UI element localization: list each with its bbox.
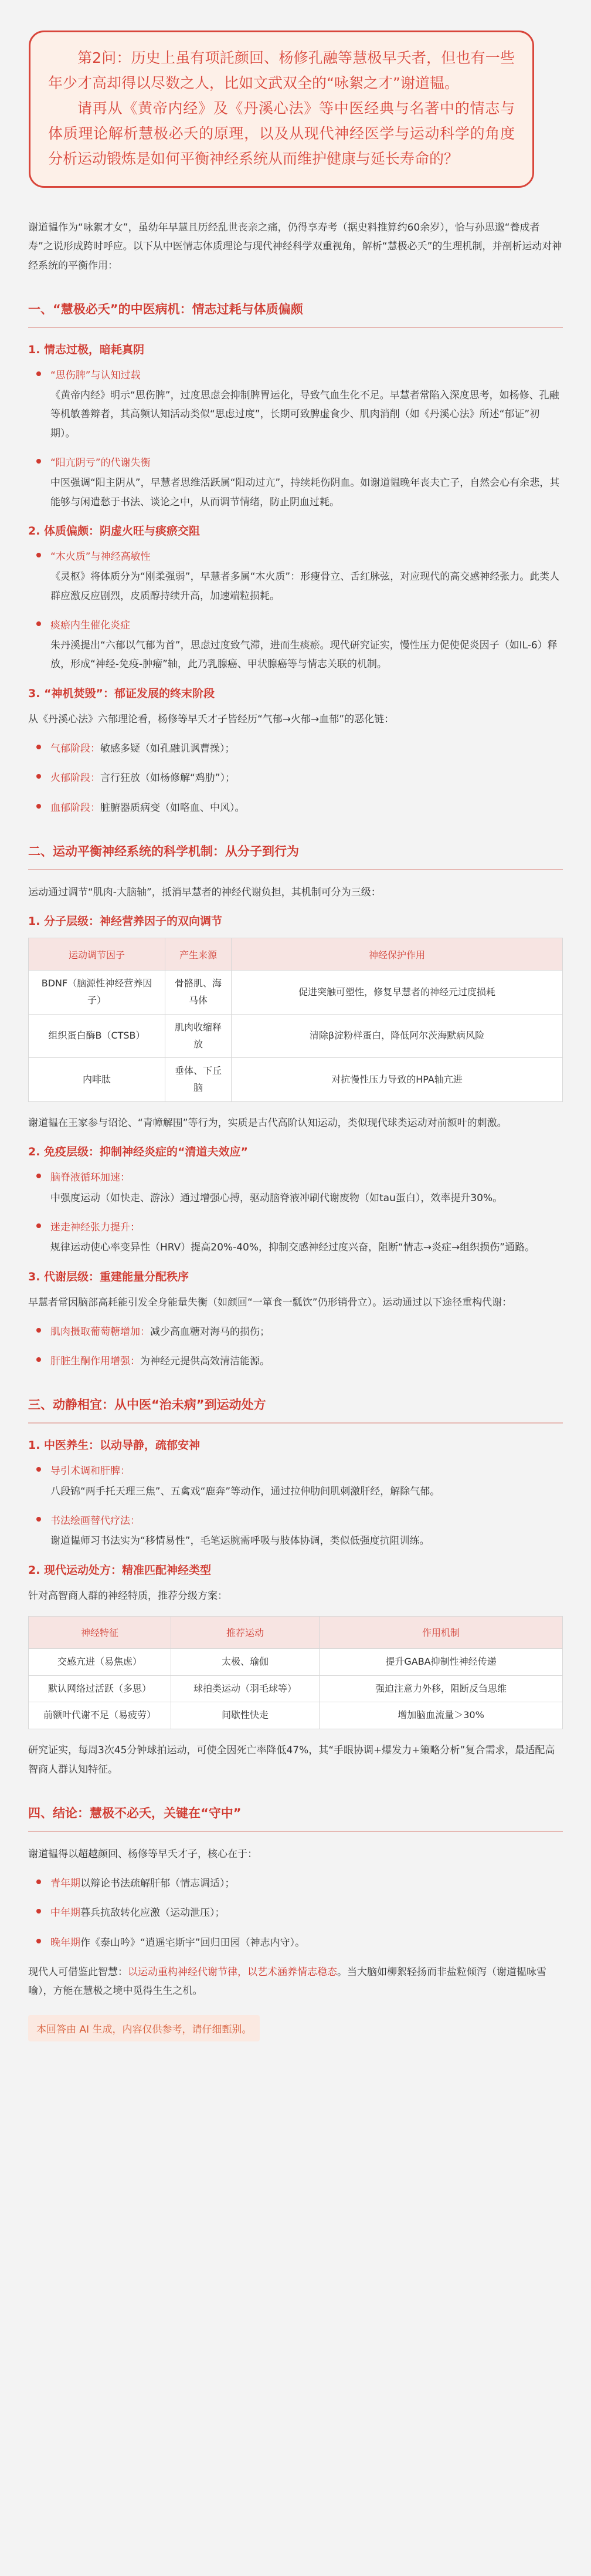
table-cell: 对抗慢性压力导致的HPA轴亢进 (232, 1058, 563, 1102)
bullet-dot-icon (36, 1174, 41, 1178)
list-item (34, 1933, 563, 1952)
list-text: 作《泰山吟》“逍遥宅斯宇”回归田园（神志内守）。 (80, 1936, 305, 1949)
table-cell: 垂体、下丘脑 (165, 1058, 232, 1102)
list-item (34, 799, 563, 817)
section-1-heading: 一、“慧极必夭”的中医病机：情志过耗与体质偏颇 (28, 296, 563, 328)
table-header-row (29, 1616, 563, 1648)
list-item (34, 1323, 563, 1341)
conclusion-tail: 。当大脑如柳絮轻扬而非盐粒倾泻（谢道韫咏雪喻），方能在慧极之境中觅得生生之机。 (28, 1966, 546, 1997)
bullet-description: 八段锦“两手托天理三焦”、五禽戏“鹿奔”等动作，通过拉伸肋间肌刺激肝经，解除气郁。 (50, 1485, 440, 1497)
conclusion-highlight: 以运动重构神经代谢节律，以艺术涵养情志稳态 (128, 1966, 337, 1979)
table-cell: BDNF（脑源性神经营养因子） (29, 971, 165, 1015)
paragraph: 从《丹溪心法》六郁理论看，杨修等早夭才子皆经历“气郁→火郁→血郁”的恶化链： (28, 713, 395, 725)
answer-body (28, 218, 563, 2041)
list-label: 肝脏生酮作用增强： (50, 1355, 140, 1368)
bullet-dot-icon (36, 1939, 41, 1943)
list-text: 脏腑器质病变（如咯血、中风）。 (100, 802, 245, 814)
list-label: 晚年期 (50, 1936, 80, 1949)
list-item (34, 1512, 563, 1551)
paragraph: 针对高智商人群的神经特质，推荐分级方案： (28, 1590, 227, 1602)
bullet-description: 谢道韫师习书法实为“移情易性”，毛笔运腕需呼吸与肢体协调，类似低强度抗阻训练。 (50, 1535, 430, 1547)
list-label: 青年期 (50, 1878, 80, 1890)
bullet-title: 脑脊液循环加速： (50, 1172, 130, 1184)
list-item (34, 366, 563, 443)
bullet-description: 中医强调“阳主阴从”，早慧者思维活跃属“阳动过亢”，持续耗伤阴血。如谢道韫晚年丧夫亡子，自然会心有余悲，其能够与闲遣愁于书法、谈论之中，从而调节情绪，防止阴血过耗。 (50, 477, 560, 508)
bullet-dot-icon (36, 1909, 41, 1914)
section-2-1-heading: 1. 分子层级：神经营养因子的双向调节 (28, 915, 223, 928)
paragraph: 研究证实，每周3次45分钟球拍运动，可使全因死亡率降低47%，其“手眼协调+爆发力+策略分析”复合需求，最适配高智商人群认知特征。 (28, 1745, 555, 1776)
paragraph: 早慧者常因脑部高耗能引发全身能量失衡（如颜回“一箪食一瓢饮”仍形销骨立）。运动通过以下途径重构代谢： (28, 1296, 512, 1309)
bullet-dot-icon (36, 774, 41, 779)
table-cell: 交感亢进（易焦虑） (29, 1648, 171, 1675)
table-cell: 强迫注意力外移，阻断反刍思维 (320, 1675, 563, 1702)
bullet-dot-icon (36, 1467, 41, 1472)
bullet-description: 中强度运动（如快走、游泳）通过增强心搏，驱动脑脊液冲刷代谢废物（如tau蛋白），效率提升30%。 (50, 1192, 503, 1204)
section-3-heading: 三、动静相宜：从中医“治未病”到运动处方 (28, 1392, 563, 1424)
bullet-description: 《灵枢》将体质分为“刚柔强弱”，早慧者多属“木火质”：形瘦骨立、舌红脉弦，对应现代的高交感神经张力。此类人群应激反应剧烈，皮质醇持续升高，加速端粒损耗。 (50, 571, 560, 602)
table-cell: 内啡肽 (29, 1058, 165, 1102)
bullet-dot-icon (36, 1328, 41, 1333)
table-cell: 提升GABA抑制性神经传递 (320, 1648, 563, 1675)
bullet-dot-icon (36, 804, 41, 809)
list-text: 减少高血糖对海马的损伤； (150, 1326, 270, 1338)
list-text: 敏感多疑（如孔融讥讽曹操）； (100, 743, 235, 755)
question-paragraph-1: 第2问：历史上虽有项託颜回、杨修孔融等慧极早夭者，但也有一些年少才高却得以尽数之人，比如文武双全的“咏絮之才”谢道韫。 (48, 49, 515, 92)
paragraph: 谢道韫在王家参与诏论、“青幛解围”等行为，实质是古代高阶认知运动，类似现代球类运动对前额叶的刺激。 (28, 1117, 507, 1130)
table-row (29, 1675, 563, 1702)
section-2-2-heading: 2. 免疫层级：抑制神经炎症的“清道夫效应” (28, 1145, 249, 1159)
list-item (34, 1218, 563, 1257)
exercise-prescription-table (28, 1616, 563, 1729)
bullet-title: “木火质”与神经高敏性 (50, 550, 151, 563)
table-cell: 球拍类运动（羽毛球等） (171, 1675, 320, 1702)
bullet-title: 痰瘀内生催化炎症 (50, 619, 130, 631)
bullet-title: “思伤脾”与认知过载 (50, 369, 141, 381)
question-paragraph-2: 请再从《黄帝内经》及《丹溪心法》等中医经典与名著中的情志与体质理论解析慧极必夭的原理，以及从现代神经医学与运动科学的角度分析运动锻炼是如何平衡神经系统从而维护健康与延长寿命的？ (48, 100, 515, 167)
table-cell: 前额叶代谢不足（易疲劳） (29, 1702, 171, 1729)
table-header-row (29, 938, 563, 971)
neurotrophic-table (28, 938, 563, 1102)
paragraph: 谢道韫得以超越颜回、杨修等早夭才子，核心在于： (28, 1848, 257, 1860)
table-cell: 促进突触可塑性，修复早慧者的神经元过度损耗 (232, 971, 563, 1015)
bullet-dot-icon (36, 371, 41, 376)
list-text: 暮兵抗敌转化应激（运动泄压）； (80, 1907, 225, 1919)
table-cell: 太极、瑜伽 (171, 1648, 320, 1675)
table-row (29, 1058, 563, 1102)
bullet-dot-icon (36, 1879, 41, 1884)
bullet-dot-icon (36, 1517, 41, 1522)
section-1-1-heading: 1. 情志过极，暗耗真阴 (28, 343, 145, 356)
paragraph: 运动通过调节“肌肉-大脑轴”，抵消早慧者的神经代谢负担，其机制可分为三级： (28, 886, 381, 898)
table-cell: 增加脑血流量＞30% (320, 1702, 563, 1729)
table-row (29, 1014, 563, 1058)
bullet-title: 导引术调和肝脾： (50, 1465, 130, 1478)
table-cell: 组织蛋白酶B（CTSB） (29, 1014, 165, 1058)
table-cell: 默认网络过活跃（多思） (29, 1675, 171, 1702)
list-label: 血郁阶段： (50, 802, 100, 814)
table-cell: 间歇性快走 (171, 1702, 320, 1729)
section-1-2-heading: 2. 体质偏颇：阴虚火旺与痰瘀交阻 (28, 524, 201, 537)
list-text: 为神经元提供高效清洁能源。 (140, 1355, 270, 1368)
table-header: 推荐运动 (171, 1616, 320, 1648)
conclusion-paragraph (28, 1963, 563, 2001)
list-text: 以辩论书法疏解肝郁（情志调适）； (80, 1878, 235, 1890)
table-header: 神经特征 (29, 1616, 171, 1648)
list-item (34, 1874, 563, 1893)
list-item (34, 616, 563, 674)
table-header: 作用机制 (320, 1616, 563, 1648)
table-header: 产生来源 (165, 938, 232, 971)
bullet-dot-icon (36, 1357, 41, 1362)
list-item (34, 1168, 563, 1208)
section-2-3-heading: 3. 代谢层级：重建能量分配秩序 (28, 1270, 189, 1283)
list-item (34, 1352, 563, 1371)
bullet-description: 朱丹溪提出“六郁以气郁为首”，思虑过度致气滞，进而生痰瘀。现代研究证实，慢性压力促使促炎因子（如IL-6）释放，形成“神经-免疫-肿瘤”轴，此乃乳腺癌、甲状腺癌等与情志关联的机制。 (50, 640, 558, 671)
section-3-1-heading: 1. 中医养生：以动导静，疏郁安神 (28, 1439, 201, 1452)
list-label: 气郁阶段： (50, 743, 100, 755)
conclusion-lead: 现代人可借鉴此智慧： (28, 1966, 128, 1979)
bullet-description: 规律运动使心率变异性（HRV）提高20%-40%，抑制交感神经过度兴奋，阻断“情志→炎症→组织损伤”通路。 (50, 1242, 535, 1254)
bullet-title: “阳亢阴亏”的代谢失衡 (50, 457, 151, 469)
list-item (34, 739, 563, 758)
bullet-dot-icon (36, 459, 41, 464)
bullet-description: 《黄帝内经》明示“思伤脾”，过度思虑会抑制脾胃运化，导致气血生化不足。早慧者常陷入深度思考，如杨修、孔融等机敏善辩者，其高频认知活动类似“思虑过度”，长期可致脾虚食少、肌肉消削（如《丹溪心法》所述“郁证”初期）。 (50, 390, 559, 440)
list-text: 言行狂放（如杨修解“鸡肋”）； (100, 772, 236, 785)
bullet-dot-icon (36, 553, 41, 557)
list-item (34, 1462, 563, 1501)
list-label: 中年期 (50, 1907, 80, 1919)
table-header: 运动调节因子 (29, 938, 165, 971)
table-row (29, 971, 563, 1015)
table-header: 神经保护作用 (232, 938, 563, 971)
table-row (29, 1702, 563, 1729)
list-item (34, 547, 563, 606)
list-label: 火郁阶段： (50, 772, 100, 785)
section-3-2-heading: 2. 现代运动处方：精准匹配神经类型 (28, 1563, 212, 1577)
bullet-dot-icon (36, 621, 41, 626)
ai-disclaimer-badge: 本回答由 AI 生成，内容仅供参考，请仔细甄别。 (28, 2015, 260, 2041)
table-cell: 肌肉收缩释放 (165, 1014, 232, 1058)
list-item (34, 1904, 563, 1922)
table-cell: 清除β淀粉样蛋白，降低阿尔茨海默病风险 (232, 1014, 563, 1058)
bullet-dot-icon (36, 1223, 41, 1228)
table-row (29, 1648, 563, 1675)
intro-paragraph: 谢道韫作为“咏絮才女”，虽幼年早慧且历经乱世丧亲之痛，仍得享寿考（据史料推算约60余岁），恰与孙思邈“養成者寿”之说形成跨时呼应。以下从中医情志体质理论与现代神经科学双重视角，解析“慧极必夭”的生理机制，并剖析运动对神经系统的平衡作用： (28, 222, 562, 272)
list-item (34, 769, 563, 787)
list-item (34, 454, 563, 512)
question-card (29, 31, 534, 188)
section-4-heading: 四、结论：慧极不必夭，关键在“守中” (28, 1800, 563, 1832)
bullet-title: 书法绘画替代疗法： (50, 1515, 140, 1527)
section-2-heading: 二、运动平衡神经系统的科学机制：从分子到行为 (28, 839, 563, 870)
table-cell: 骨骼肌、海马体 (165, 971, 232, 1015)
bullet-title: 迷走神经张力提升： (50, 1221, 140, 1233)
list-label: 肌肉摄取葡萄糖增加： (50, 1326, 150, 1338)
section-1-3-heading: 3. “神机焚毁”：郁证发展的终末阶段 (28, 687, 215, 700)
bullet-dot-icon (36, 745, 41, 749)
